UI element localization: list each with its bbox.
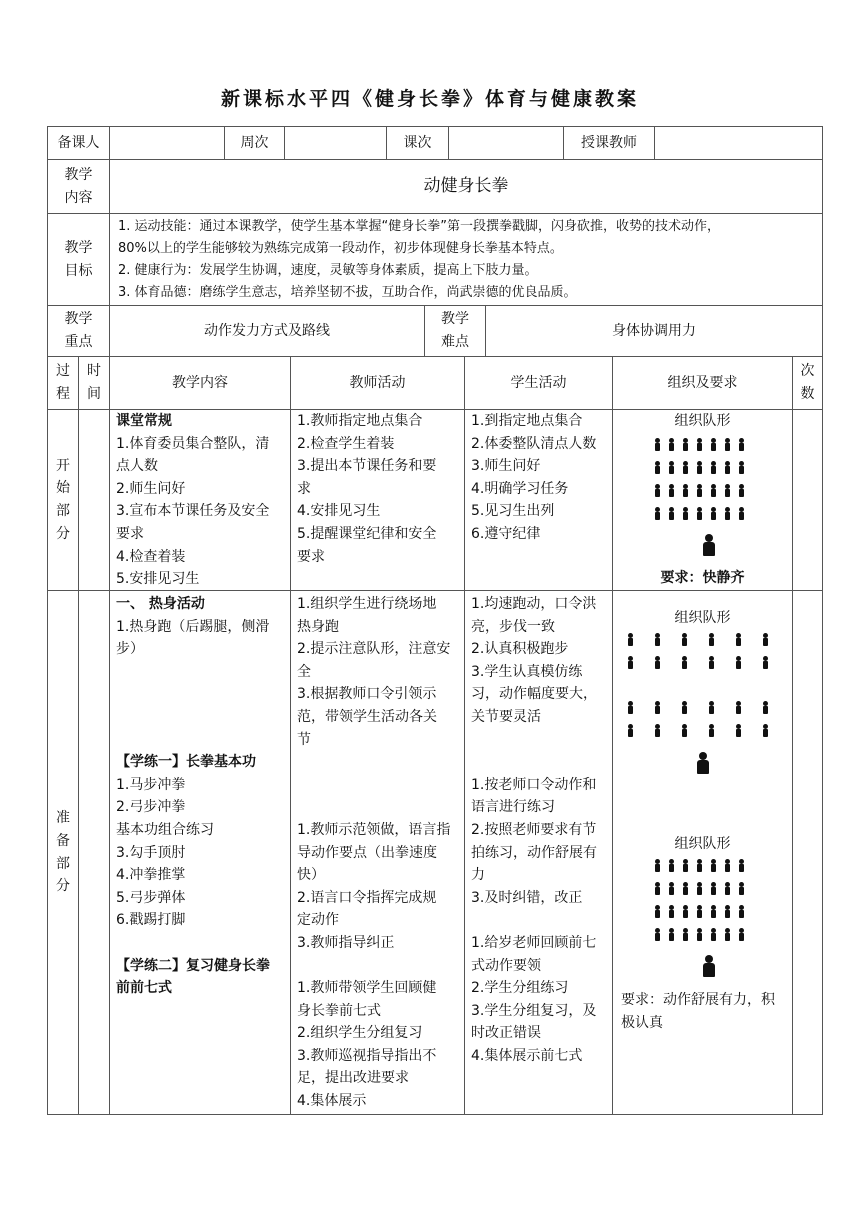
student-figure-icon [681,905,690,919]
goals-text [109,213,823,306]
start-content-line: 3.宣布本节课任务及安全 [116,503,270,520]
student-figure-icon [681,484,690,498]
student-figure-icon [709,484,718,498]
student-figure-icon [653,724,662,738]
student-figure-icon [709,859,718,873]
start-org-requirement: 要求：快静齐 [660,570,745,586]
start-content-line: 2.师生问好 [116,480,186,497]
lesson-label: 课次 [386,126,449,160]
student-figure-icon [695,859,704,873]
drill2-teacher-line: 4.集体展示 [297,1093,367,1110]
goal-line: 1. 运动技能：通过本课教学，使学生基本掌握“健身长拳”第一段撰拳戳脚，闪身砍推，收势的技术动作， [118,219,721,234]
start-student-line: 6.遵守纪律 [471,525,541,542]
drill2-student-line: 1.给岁老师回顾前七 [471,934,597,951]
student-figure-icon [723,461,732,475]
student-figure-icon [737,928,746,942]
prep-content [109,590,291,1115]
drill1-teacher-line: 1.教师示范领做，语言指 [297,821,451,838]
formation-row [626,701,770,715]
student-figure-icon [761,633,770,647]
start-teacher-line: 5.提醒课堂纪律和安全 [297,525,437,542]
student-figure-icon [734,633,743,647]
student-figure-icon [709,928,718,942]
student-figure-icon [653,461,662,475]
formation-row [653,859,746,873]
drill1-student-line: 力 [471,867,485,884]
start-content-line: 1.体育委员集合整队，清 [116,435,270,452]
lesson-value [448,126,564,160]
drill1-teacher-line: 快） [297,867,325,884]
drill2-teacher-line: 足，提出改进要求 [297,1070,409,1087]
warmup-line: 1.热身跑（后踢腿，侧滑 [116,618,270,635]
student-figure-icon [761,701,770,715]
student-figure-icon [681,928,690,942]
student-figure-icon [681,507,690,521]
student-figure-icon [734,724,743,738]
drill1-line: 6.戳踢打脚 [116,912,186,929]
start-content-line: 4.检查着装 [116,548,186,565]
student-figure-icon [723,905,732,919]
warmup-teacher-line: 热身跑 [297,618,339,635]
student-figure-icon [681,438,690,452]
student-figure-icon [695,928,704,942]
student-figure-icon [737,859,746,873]
warmup-student-line: 2.认真积极跑步 [471,641,569,658]
student-figure-icon [626,701,635,715]
warmup-teacher-line: 3.根据教师口令引领示 [297,686,437,703]
drill2-teacher-line: 1.教师带领学生回顾健 [297,980,437,997]
formation-row [653,882,746,896]
start-section-label: 开始部分 [47,409,79,591]
student-figure-icon [653,928,662,942]
drill1-title: 【学练一】长拳基本功 [116,754,256,771]
student-figure-icon [723,507,732,521]
student-figure-icon [709,438,718,452]
preparer-value [109,126,225,160]
drill1-student-line: 2.按照老师要求有节 [471,821,597,838]
student-figure-icon [667,859,676,873]
student-figure-icon [695,882,704,896]
difficulty-label: 教学难点 [424,305,486,357]
prep-org [612,590,793,1115]
student-figure-icon [695,461,704,475]
warmup-teacher-line: 全 [297,663,311,680]
warmup-title: 一、 热身活动 [116,596,205,612]
week-value [284,126,387,160]
col-process: 过程 [47,356,79,410]
drill1-line: 1.马步冲拳 [116,776,186,793]
student-figure-icon [667,507,676,521]
start-student-line: 3.师生问好 [471,458,541,475]
student-figure-icon [723,438,732,452]
drill1-line: 基本功组合练习 [116,821,214,838]
start-content [109,409,291,591]
student-figure-icon [653,507,662,521]
student-figure-icon [626,633,635,647]
prep-teacher [290,590,465,1115]
prep-org-title-1: 组织队形 [674,610,731,626]
student-figure-icon [626,656,635,670]
student-figure-icon [667,882,676,896]
start-teacher [290,409,465,591]
student-figure-icon [680,724,689,738]
student-figure-icon [667,484,676,498]
student-figure-icon [667,438,676,452]
student-figure-icon [653,438,662,452]
start-teacher-line: 1.教师指定地点集合 [297,413,423,429]
student-figure-icon [667,905,676,919]
col-content: 教学内容 [109,356,291,410]
start-student-line: 1.到指定地点集合 [471,413,583,429]
drill2-title: 前前七式 [116,980,172,997]
prep-org-requirement [621,989,791,1034]
student-figure-icon [723,928,732,942]
content-value: 动健身长拳 [109,159,823,214]
drill2-teacher-line: 3.教师巡视指导指出不 [297,1047,437,1064]
warmup-line: 步） [116,641,144,658]
student-figure-icon [723,859,732,873]
student-figure-icon [761,724,770,738]
prep-org-requirement-line: 极认真 [621,1014,663,1031]
formation-row [653,461,746,475]
goals-label: 教学目标 [47,213,110,306]
student-figure-icon [709,905,718,919]
student-figure-icon [653,656,662,670]
student-figure-icon [653,701,662,715]
student-figure-icon [709,882,718,896]
drill1-line: 4.冲拳推掌 [116,867,186,884]
warmup-teacher-line: 2.提示注意队形，注意安 [297,641,451,658]
student-figure-icon [680,656,689,670]
drill1-student-line: 拍练习，动作舒展有 [471,844,597,861]
drill1-line: 2.弓步冲拳 [116,799,186,816]
start-student-line: 2.体委整队清点人数 [471,435,597,452]
start-teacher-line: 3.提出本节课任务和要 [297,458,437,475]
student-figure-icon [653,633,662,647]
student-figure-icon [737,882,746,896]
warmup-student-line: 1.均速跑动，口令洪 [471,596,597,612]
student-figure-icon [695,905,704,919]
student-figure-icon [737,905,746,919]
student-figure-icon [681,882,690,896]
student-figure-icon [667,461,676,475]
drill1-line: 5.弓步弹体 [116,889,186,906]
student-figure-icon [709,507,718,521]
preparer-label: 备课人 [47,126,110,160]
student-figure-icon [695,484,704,498]
goal-line: 2. 健康行为：发展学生协调，速度，灵敏等身体素质，提高上下肢力量。 [118,263,538,278]
drill1-line: 3.勾手顶肘 [116,844,186,861]
warmup-teacher-line: 节 [297,731,311,748]
student-figure-icon [723,882,732,896]
student-figure-icon [707,701,716,715]
difficulty-value: 身体协调用力 [485,305,823,357]
drill2-student-line: 式动作要领 [471,957,541,974]
teacher-value [654,126,823,160]
formation-row [653,928,746,942]
key-point-value: 动作发力方式及路线 [109,305,425,357]
col-org: 组织及要求 [612,356,793,410]
teacher-figure-icon [702,534,716,564]
prep-org-requirement-line: 要求：动作舒展有力，积 [621,992,775,1008]
drill2-teacher-line: 2.组织学生分组复习 [297,1025,423,1042]
student-figure-icon [681,461,690,475]
student-figure-icon [707,656,716,670]
col-student: 学生活动 [464,356,613,410]
col-count: 次数 [792,356,823,410]
student-figure-icon [653,882,662,896]
warmup-student-line: 关节要灵活 [471,708,541,725]
student-figure-icon [737,484,746,498]
formation-row [626,724,770,738]
student-figure-icon [737,507,746,521]
teacher-label: 授课教师 [563,126,655,160]
formation-row [653,484,746,498]
teacher-figure-icon [702,955,716,985]
teacher-figure-icon [696,752,710,782]
prep-section-label: 准备部分 [47,590,79,1115]
start-student-line: 5.见习生出列 [471,503,555,520]
start-content-line: 5.安排见习生 [116,571,200,588]
drill1-teacher-line: 3.教师指导纠正 [297,934,395,951]
formation-row [626,633,770,647]
start-teacher-line: 2.检查学生着装 [297,435,395,452]
student-figure-icon [734,701,743,715]
start-content-line: 要求 [116,525,144,542]
start-org [612,409,793,591]
page-title: 新课标水平四《健身长拳》体育与健康教案 [220,88,639,110]
student-figure-icon [695,438,704,452]
warmup-teacher-line: 1.组织学生进行绕场地 [297,596,437,612]
content-label: 教学内容 [47,159,110,214]
warmup-student-line: 习，动作幅度要大， [471,686,597,703]
student-figure-icon [653,905,662,919]
prep-student [464,590,613,1115]
student-figure-icon [653,484,662,498]
formation-row [653,507,746,521]
student-figure-icon [680,701,689,715]
student-figure-icon [734,656,743,670]
drill1-teacher-line: 导动作要点（出拳速度 [297,844,437,861]
student-figure-icon [709,461,718,475]
start-time [78,409,110,591]
start-student-line: 4.明确学习任务 [471,480,569,497]
student-figure-icon [626,724,635,738]
drill2-title: 【学练二】复习健身长拳 [116,957,270,974]
drill1-student-line: 1.按老师口令动作和 [471,776,597,793]
student-figure-icon [737,438,746,452]
warmup-teacher-line: 范，带领学生活动各关 [297,708,437,725]
start-content-line: 点人数 [116,458,158,475]
student-figure-icon [737,461,746,475]
drill1-teacher-line: 2.语言口令指挥完成规 [297,889,437,906]
formation-row [653,438,746,452]
drill1-student-line: 3.及时纠错，改正 [471,889,583,906]
student-figure-icon [653,859,662,873]
drill2-student-line: 4.集体展示前七式 [471,1047,583,1064]
student-figure-icon [707,633,716,647]
drill1-teacher-line: 定动作 [297,912,339,929]
student-figure-icon [707,724,716,738]
prep-time [78,590,110,1115]
drill2-student-line: 3.学生分组复习，及 [471,1002,597,1019]
student-figure-icon [761,656,770,670]
student-figure-icon [681,859,690,873]
warmup-student-line: 3.学生认真模仿练 [471,663,583,680]
col-teacher: 教师活动 [290,356,465,410]
goal-line: 3. 体育品德：磨练学生意志，培养坚韧不拔，互助合作，尚武崇德的优良品质。 [118,285,577,300]
drill2-student-line: 2.学生分组练习 [471,980,569,997]
col-time: 时间 [78,356,110,410]
drill1-student-line: 语言进行练习 [471,799,555,816]
student-figure-icon [695,507,704,521]
prep-count [792,590,823,1115]
formation-row [626,656,770,670]
student-figure-icon [667,928,676,942]
week-label: 周次 [224,126,285,160]
start-content-title: 课堂常规 [116,413,172,429]
start-teacher-line: 求 [297,480,311,497]
student-figure-icon [723,484,732,498]
goal-line: 80%以上的学生能够较为熟练完成第一段动作，初步体现健身长拳基本特点。 [118,241,563,256]
key-point-label: 教学重点 [47,305,110,357]
drill2-teacher-line: 身长拳前七式 [297,1002,381,1019]
start-count [792,409,823,591]
student-figure-icon [680,633,689,647]
formation-row [653,905,746,919]
start-teacher-line: 4.安排见习生 [297,503,381,520]
drill2-student-line: 时改正错误 [471,1025,541,1042]
prep-org-title-2: 组织队形 [674,836,731,852]
start-org-title: 组织队形 [674,413,731,429]
start-teacher-line: 要求 [297,548,325,565]
start-student [464,409,613,591]
warmup-student-line: 亮，步伐一致 [471,618,555,635]
